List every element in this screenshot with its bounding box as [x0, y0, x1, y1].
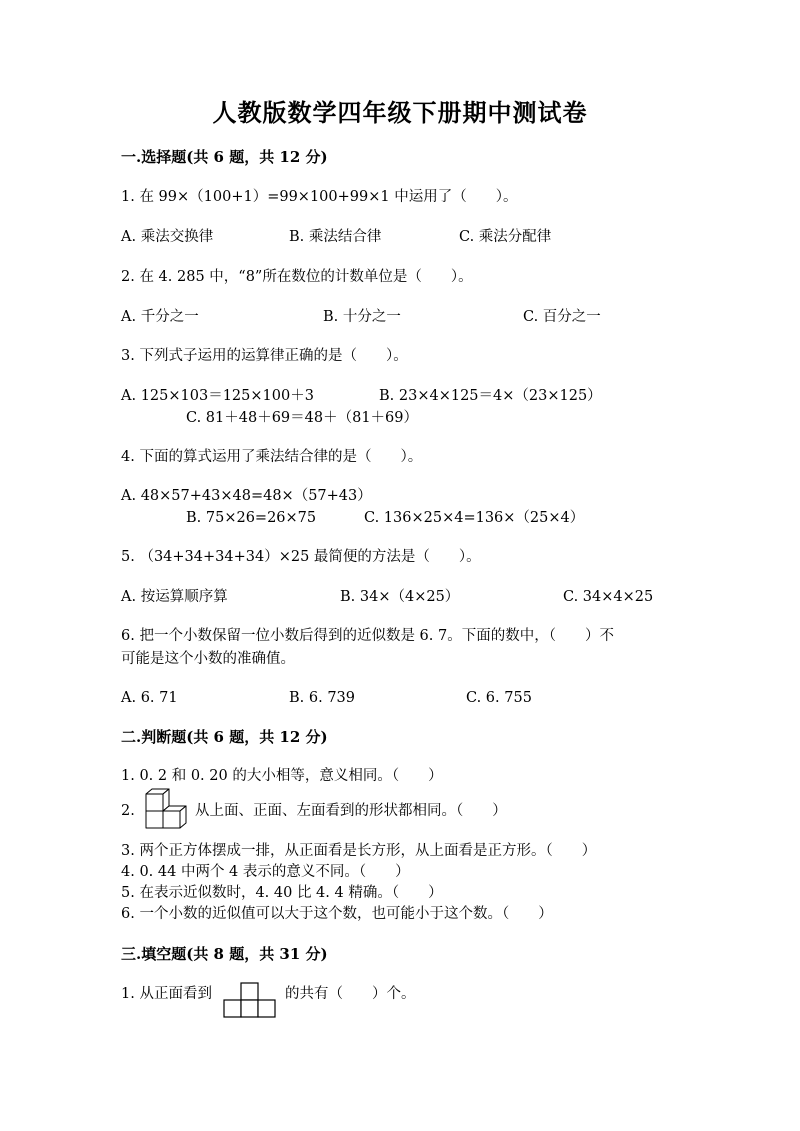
question-1-option-b: B. 乘法结合律 [289, 229, 382, 245]
question-5-option-c: C. 34×4×25 [563, 589, 654, 605]
judgement-6: 6. 一个小数的近似值可以大于这个数，也可能小于这个数。（ ） [121, 906, 553, 922]
question-1-stem: 1. 在 99×（100+1）=99×100+99×1 中运用了（ ）。 [121, 189, 518, 205]
question-2-option-a: A. 千分之一 [121, 309, 199, 325]
judgement-4: 4. 0. 44 中两个 4 表示的意义不同。（ ） [121, 864, 410, 880]
question-6-option-a: A. 6. 71 [121, 690, 178, 706]
judgement-3: 3. 两个正方体摆成一排，从正面看是长方形，从上面看是正方形。（ ） [121, 843, 597, 859]
cube-stack-figure [138, 788, 190, 832]
question-5-option-a: A. 按运算顺序算 [121, 589, 228, 605]
question-4-stem: 4. 下面的算式运用了乘法结合律的是（ ）。 [121, 449, 423, 465]
judgement-2-number: 2. [121, 803, 135, 819]
section-heading-choice: 一.选择题(共 6 题，共 12 分) [121, 148, 328, 166]
section-heading-judgement: 二.判断题(共 6 题，共 12 分) [121, 728, 328, 746]
question-3-option-c: C. 81＋48＋69＝48＋（81＋69） [186, 410, 418, 426]
question-2-stem: 2. 在 4. 285 中，“8”所在数位的计数单位是（ ）。 [121, 269, 473, 285]
question-2-option-b: B. 十分之一 [323, 309, 401, 325]
question-4-option-c: C. 136×25×4=136×（25×4） [364, 510, 585, 526]
section-heading-fill-blank: 三.填空题(共 8 题，共 31 分) [121, 945, 328, 963]
question-3-stem: 3. 下列式子运用的运算律正确的是（ ）。 [121, 348, 408, 364]
question-1-option-c: C. 乘法分配律 [459, 229, 552, 245]
question-6-option-c: C. 6. 755 [466, 690, 532, 706]
fill-blank-1-suffix: 的共有（ ）个。 [285, 986, 416, 1002]
judgement-2-text: 从上面、正面、左面看到的形状都相同。（ ） [195, 803, 507, 819]
question-6-stem-line-2: 可能是这个小数的准确值。 [121, 651, 295, 667]
question-1-option-a: A. 乘法交换律 [121, 229, 214, 245]
judgement-5: 5. 在表示近似数时，4. 40 比 4. 4 精确。（ ） [121, 885, 443, 901]
question-4-option-a: A. 48×57+43×48=48×（57+43） [121, 488, 372, 504]
question-2-option-c: C. 百分之一 [523, 309, 601, 325]
question-6-option-b: B. 6. 739 [289, 690, 355, 706]
question-6-stem-line-1: 6. 把一个小数保留一位小数后得到的近似数是 6. 7。下面的数中，（ ）不 [121, 628, 614, 644]
question-5-stem: 5. （34+34+34+34）×25 最简便的方法是（ ）。 [121, 549, 481, 565]
question-3-option-a: A. 125×103＝125×100＋3 [121, 388, 314, 404]
question-3-option-b: B. 23×4×125＝4×（23×125） [379, 388, 602, 404]
question-4-option-b: B. 75×26=26×75 [186, 510, 317, 526]
fill-blank-1-prefix: 1. 从正面看到 [121, 986, 212, 1002]
judgement-1: 1. 0. 2 和 0. 20 的大小相等，意义相同。（ ） [121, 768, 443, 784]
block-front-view-figure [223, 980, 277, 1020]
question-5-option-b: B. 34×（4×25） [340, 589, 460, 605]
page-title: 人教版数学四年级下册期中测试卷 [212, 98, 588, 127]
